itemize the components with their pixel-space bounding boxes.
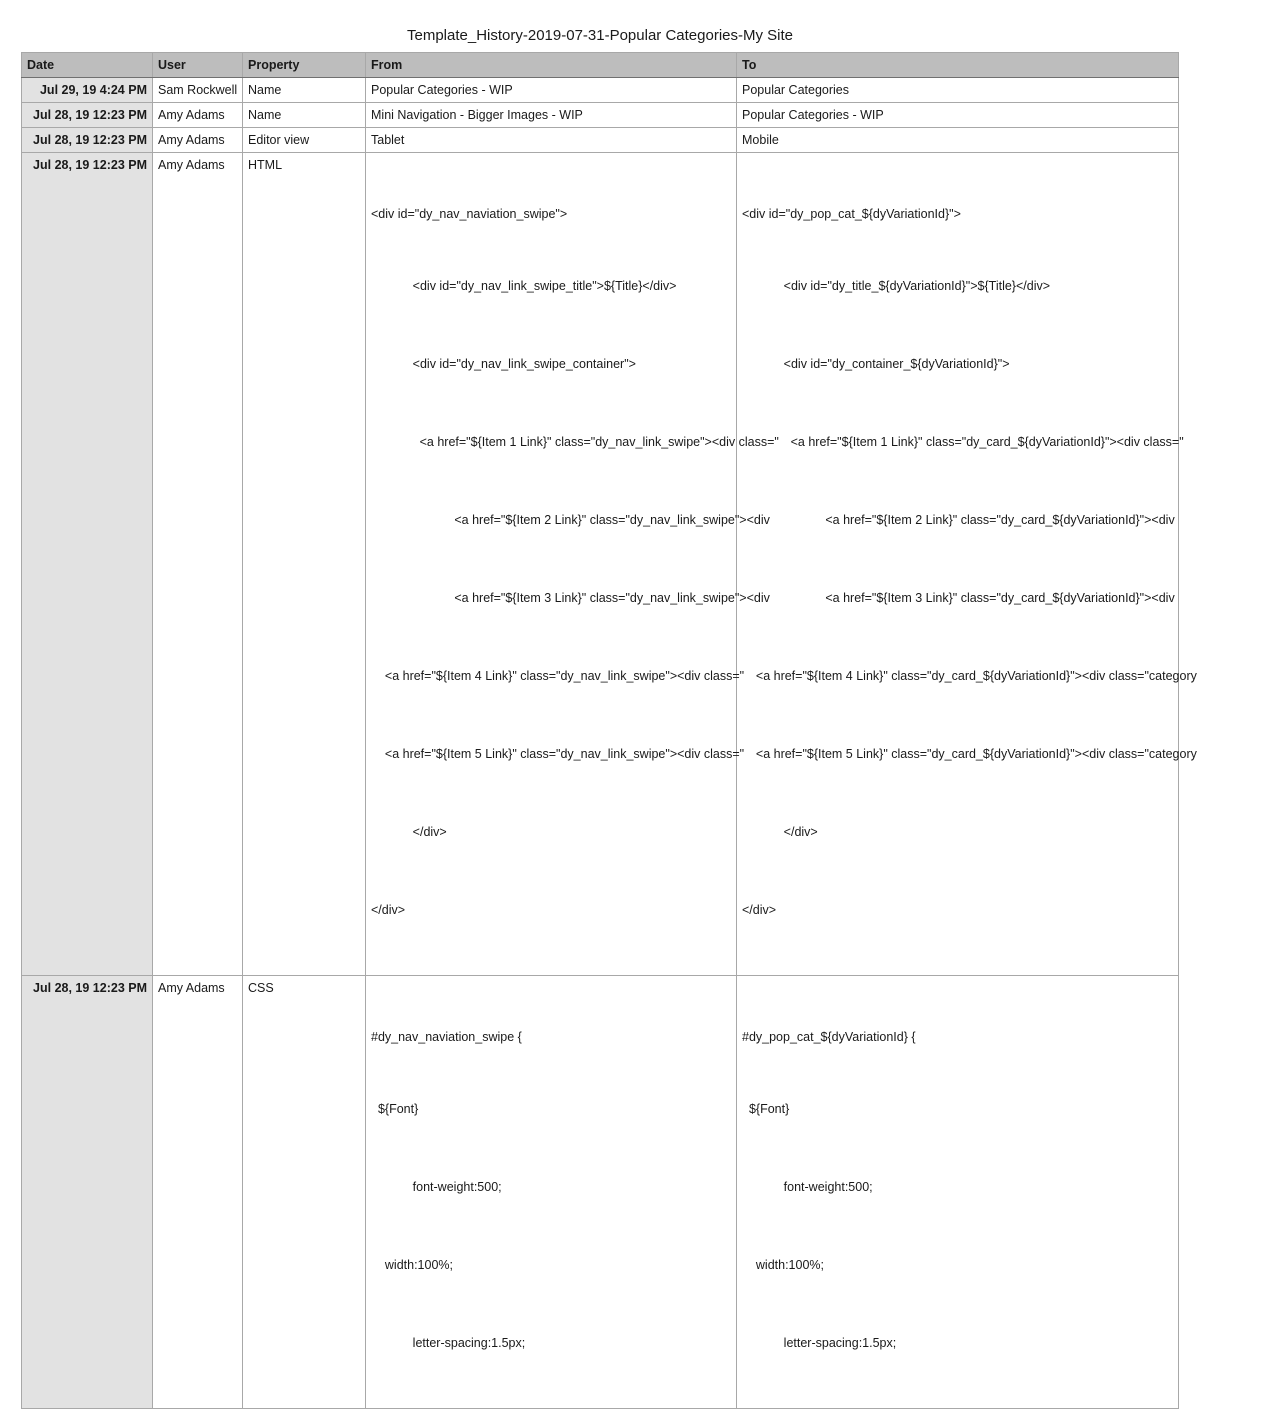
property-cell: Editor view [243, 128, 366, 153]
date-cell: Jul 28, 19 12:23 PM [22, 153, 153, 976]
date-cell: Jul 28, 19 12:23 PM [22, 103, 153, 128]
date-cell: Jul 29, 19 4:24 PM [22, 78, 153, 103]
user-cell: Sam Rockwell [153, 78, 243, 103]
code-line: <div id="dy_title_${dyVariationId}">${Title}</div> [742, 279, 1051, 293]
code-line: <div id="dy_nav_link_swipe_title">${Title}</div> [371, 279, 677, 293]
table-row [22, 153, 1179, 976]
to-cell: Mobile [737, 128, 1179, 153]
code-line: </div> [371, 825, 447, 839]
property-cell: CSS [243, 976, 366, 1409]
code-line: </div> [371, 903, 406, 917]
table-row [22, 103, 1179, 128]
to-cell [737, 976, 1179, 1409]
code-line: <a href="${Item 5 Link}" class="dy_nav_link_swipe"><div class=" [371, 747, 745, 761]
from-cell: Popular Categories - WIP [366, 78, 737, 103]
column-header-from: From [366, 53, 737, 78]
code-line: font-weight:500; [742, 1180, 873, 1194]
user-cell: Amy Adams [153, 976, 243, 1409]
code-line: <a href="${Item 5 Link}" class="dy_card_${dyVariationId}"><div class="category [742, 747, 1197, 761]
table-row [22, 128, 1179, 153]
document-title: Template_History-2019-07-31-Popular Categories-My Site [406, 27, 793, 44]
code-line: <a href="${Item 1 Link}" class="dy_nav_link_swipe"><div class=" [371, 435, 779, 449]
column-header-to: To [737, 53, 1179, 78]
date-cell: Jul 28, 19 12:23 PM [22, 976, 153, 1409]
code-line: <a href="${Item 3 Link}" class="dy_nav_link_swipe"><div [371, 591, 770, 605]
to-cell: Popular Categories [737, 78, 1179, 103]
header-row [22, 53, 1179, 78]
user-cell: Amy Adams [153, 128, 243, 153]
code-line: </div> [742, 903, 777, 917]
code-line: width:100%; [742, 1258, 824, 1272]
code-line: ${Font} [742, 1102, 790, 1116]
code-line: #dy_pop_cat_${dyVariationId} { [742, 1030, 916, 1044]
table-row [22, 78, 1179, 103]
from-cell: Tablet [366, 128, 737, 153]
code-line: <a href="${Item 3 Link}" class="dy_card_${dyVariationId}"><div [742, 591, 1175, 605]
code-line: <div id="dy_nav_naviation_swipe"> [371, 207, 568, 221]
code-line: width:100%; [371, 1258, 453, 1272]
property-cell: Name [243, 103, 366, 128]
code-line: <a href="${Item 1 Link}" class="dy_card_${dyVariationId}"><div class=" [742, 435, 1184, 449]
table-row [22, 976, 1179, 1409]
code-line: <a href="${Item 2 Link}" class="dy_nav_link_swipe"><div [371, 513, 770, 527]
code-line: letter-spacing:1.5px; [742, 1336, 897, 1350]
code-line: <div id="dy_nav_link_swipe_container"> [371, 357, 636, 371]
code-line: <a href="${Item 4 Link}" class="dy_nav_link_swipe"><div class=" [371, 669, 745, 683]
code-line: letter-spacing:1.5px; [371, 1336, 526, 1350]
code-line: ${Font} [371, 1102, 419, 1116]
user-cell: Amy Adams [153, 103, 243, 128]
column-header-user: User [153, 53, 243, 78]
code-line: </div> [742, 825, 818, 839]
property-cell: HTML [243, 153, 366, 976]
from-cell: Mini Navigation - Bigger Images - WIP [366, 103, 737, 128]
code-line: #dy_nav_naviation_swipe { [371, 1030, 522, 1044]
code-line: <div id="dy_pop_cat_${dyVariationId}"> [742, 207, 961, 221]
code-line: font-weight:500; [371, 1180, 502, 1194]
code-line: <a href="${Item 4 Link}" class="dy_card_${dyVariationId}"><div class="category [742, 669, 1197, 683]
date-cell: Jul 28, 19 12:23 PM [22, 128, 153, 153]
property-cell: Name [243, 78, 366, 103]
history-table [21, 52, 1197, 1409]
column-header-date: Date [22, 53, 153, 78]
code-line: <a href="${Item 2 Link}" class="dy_card_${dyVariationId}"><div [742, 513, 1175, 527]
from-cell [366, 976, 737, 1409]
column-header-property: Property [243, 53, 366, 78]
to-cell [737, 153, 1197, 976]
code-line: <div id="dy_container_${dyVariationId}"> [742, 357, 1010, 371]
user-cell: Amy Adams [153, 153, 243, 976]
from-cell [366, 153, 779, 976]
to-cell: Popular Categories - WIP [737, 103, 1179, 128]
